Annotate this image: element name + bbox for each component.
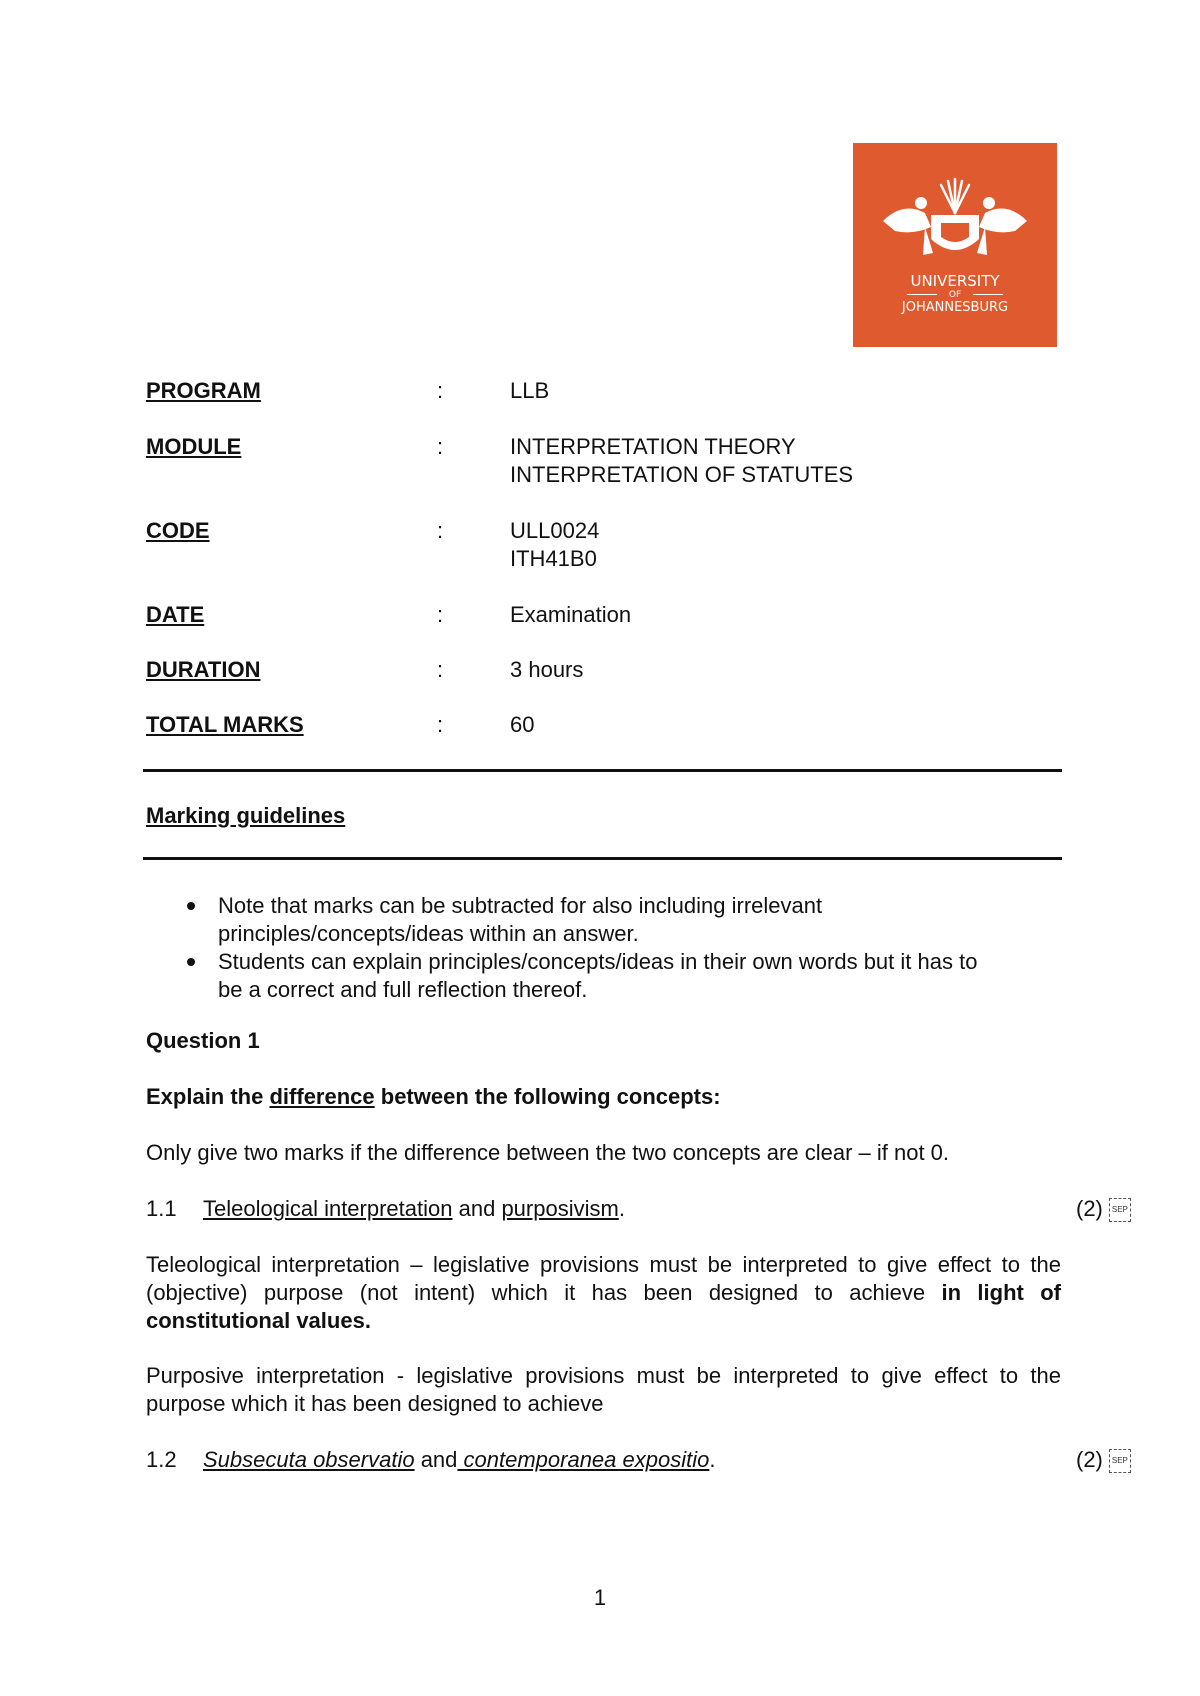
module-colon: : [437, 434, 444, 459]
program-value: LLB [510, 378, 550, 403]
teleological-answer-text: Teleological interpretation – legislative provisions must be interpreted to give effect to the (objective) purpose (not intent) which it has been designed to achieve [146, 1252, 1061, 1305]
q11-marks-value: (2) [1076, 1196, 1103, 1221]
date-colon: : [437, 602, 444, 627]
code-value-2: ITH41B0 [510, 546, 597, 571]
logo-line-3: JOHANNESBURG [901, 300, 1009, 315]
question-1-title: Question 1 [146, 1028, 260, 1053]
question-1-instruction [146, 1083, 721, 1111]
sep-icon: SEP [1109, 1198, 1131, 1222]
instruction-part-a: Explain the [146, 1084, 270, 1109]
code-colon: : [437, 518, 444, 543]
date-label: DATE [146, 602, 205, 627]
term-purposivism: purposivism [501, 1196, 619, 1221]
logo-divider-right [973, 294, 1003, 295]
instruction-part-c: between the following concepts: [374, 1084, 721, 1109]
q11-period: . [618, 1196, 625, 1221]
term-contemporanea-expositio: contemporanea expositio [457, 1447, 710, 1472]
q12-period: . [709, 1447, 716, 1472]
bullet-2-line-2: be a correct and full reflection thereof. [218, 977, 588, 1002]
question-1-2-number: 1.2 [146, 1447, 177, 1472]
module-value-2: INTERPRETATION OF STATUTES [510, 462, 854, 487]
module-label: MODULE [146, 434, 242, 459]
bullet-icon [187, 958, 195, 966]
teleological-answer [146, 1251, 1061, 1335]
duration-label: DURATION [146, 657, 261, 682]
bullet-2-line-1: Students can explain principles/concepts/ideas in their own words but it has to [218, 949, 978, 974]
divider-bottom [143, 857, 1062, 860]
duration-value: 3 hours [510, 657, 584, 682]
code-label: CODE [146, 518, 210, 543]
instruction-emphasis: difference [269, 1084, 375, 1109]
q11-and: and [452, 1196, 502, 1221]
sep-icon: SEP [1109, 1449, 1131, 1473]
module-value-1: INTERPRETATION THEORY [510, 434, 796, 459]
question-1-2-text [203, 1446, 715, 1474]
program-colon: : [437, 378, 444, 403]
teleological-answer-emphasis: in light of constitutional values. [146, 1280, 1061, 1333]
q12-marks-value: (2) [1076, 1447, 1103, 1472]
term-teleological: Teleological interpretation [203, 1196, 453, 1221]
marking-note: Only give two marks if the difference between the two concepts are clear – if not 0. [146, 1140, 950, 1165]
total-marks-value: 60 [510, 712, 535, 737]
purposive-answer: Purposive interpretation - legislative provisions must be interpreted to give effect to the purpose which it has been designed to achieve [146, 1363, 1061, 1416]
code-value-1: ULL0024 [510, 518, 600, 543]
logo-line-2: OF [948, 290, 962, 300]
term-subsecuta-observatio: Subsecuta observatio [203, 1447, 415, 1472]
question-1-1-text [203, 1195, 625, 1223]
marking-guidelines-heading: Marking guidelines [146, 803, 346, 828]
bullet-1-line-2: principles/concepts/ideas within an answer. [218, 921, 639, 946]
logo-divider-left [907, 294, 937, 295]
divider-top [143, 769, 1062, 772]
bullet-icon [187, 902, 195, 910]
question-1-1-number: 1.1 [146, 1196, 177, 1221]
page-number: 1 [593, 1585, 607, 1610]
total-marks-colon: : [437, 712, 444, 737]
crest-icon [853, 143, 1057, 347]
bullet-1-line-1: Note that marks can be subtracted for also including irrelevant [218, 893, 823, 918]
date-value: Examination [510, 602, 632, 627]
duration-colon: : [437, 657, 444, 682]
program-label: PROGRAM [146, 378, 261, 403]
q12-and: and [414, 1447, 458, 1472]
logo-line-1: UNIVERSITY [910, 272, 1000, 290]
total-marks-label: TOTAL MARKS [146, 712, 304, 737]
question-1-2-marks [1076, 1446, 1131, 1474]
university-logo [853, 143, 1057, 347]
question-1-1-marks [1076, 1195, 1131, 1223]
